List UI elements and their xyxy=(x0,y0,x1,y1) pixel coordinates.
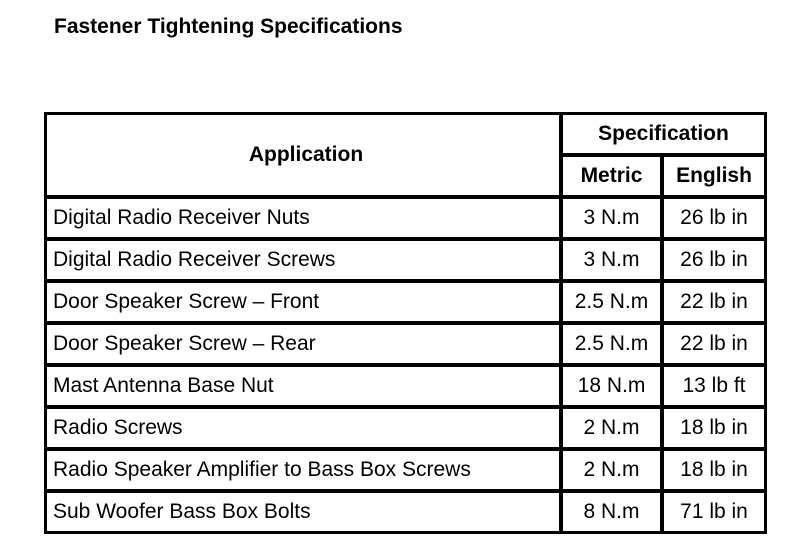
cell-english: 22 lb in xyxy=(660,279,764,321)
cell-metric: 3 N.m xyxy=(559,237,660,279)
cell-metric: 2.5 N.m xyxy=(559,321,660,363)
table-row xyxy=(47,489,764,531)
table-body xyxy=(47,195,764,531)
header-row-top xyxy=(47,115,764,153)
table-row xyxy=(47,237,764,279)
table-row xyxy=(47,447,764,489)
cell-metric: 2 N.m xyxy=(559,447,660,489)
cell-english: 22 lb in xyxy=(660,321,764,363)
header-metric: Metric xyxy=(559,153,660,195)
header-specification: Specification xyxy=(559,115,764,153)
cell-metric: 2.5 N.m xyxy=(559,279,660,321)
cell-metric: 2 N.m xyxy=(559,405,660,447)
table-row xyxy=(47,321,764,363)
cell-application: Mast Antenna Base Nut xyxy=(47,363,559,405)
cell-metric: 8 N.m xyxy=(559,489,660,531)
cell-application: Sub Woofer Bass Box Bolts xyxy=(47,489,559,531)
cell-application: Door Speaker Screw – Front xyxy=(47,279,559,321)
table-row xyxy=(47,363,764,405)
cell-english: 13 lb ft xyxy=(660,363,764,405)
cell-english: 71 lb in xyxy=(660,489,764,531)
table-row xyxy=(47,405,764,447)
cell-application: Radio Screws xyxy=(47,405,559,447)
document-title: Fastener Tightening Specifications xyxy=(54,15,403,38)
cell-english: 26 lb in xyxy=(660,195,764,237)
cell-english: 26 lb in xyxy=(660,237,764,279)
table-header xyxy=(47,115,764,195)
header-application: Application xyxy=(248,143,364,166)
cell-application: Digital Radio Receiver Nuts xyxy=(47,195,559,237)
header-english: English xyxy=(660,153,764,195)
fastener-spec-table xyxy=(44,112,767,534)
cell-metric: 3 N.m xyxy=(559,195,660,237)
cell-application: Digital Radio Receiver Screws xyxy=(47,237,559,279)
cell-application: Radio Speaker Amplifier to Bass Box Screws xyxy=(47,447,559,489)
cell-english: 18 lb in xyxy=(660,405,764,447)
cell-metric: 18 N.m xyxy=(559,363,660,405)
table-row xyxy=(47,195,764,237)
table-row xyxy=(47,279,764,321)
cell-application: Door Speaker Screw – Rear xyxy=(47,321,559,363)
cell-english: 18 lb in xyxy=(660,447,764,489)
